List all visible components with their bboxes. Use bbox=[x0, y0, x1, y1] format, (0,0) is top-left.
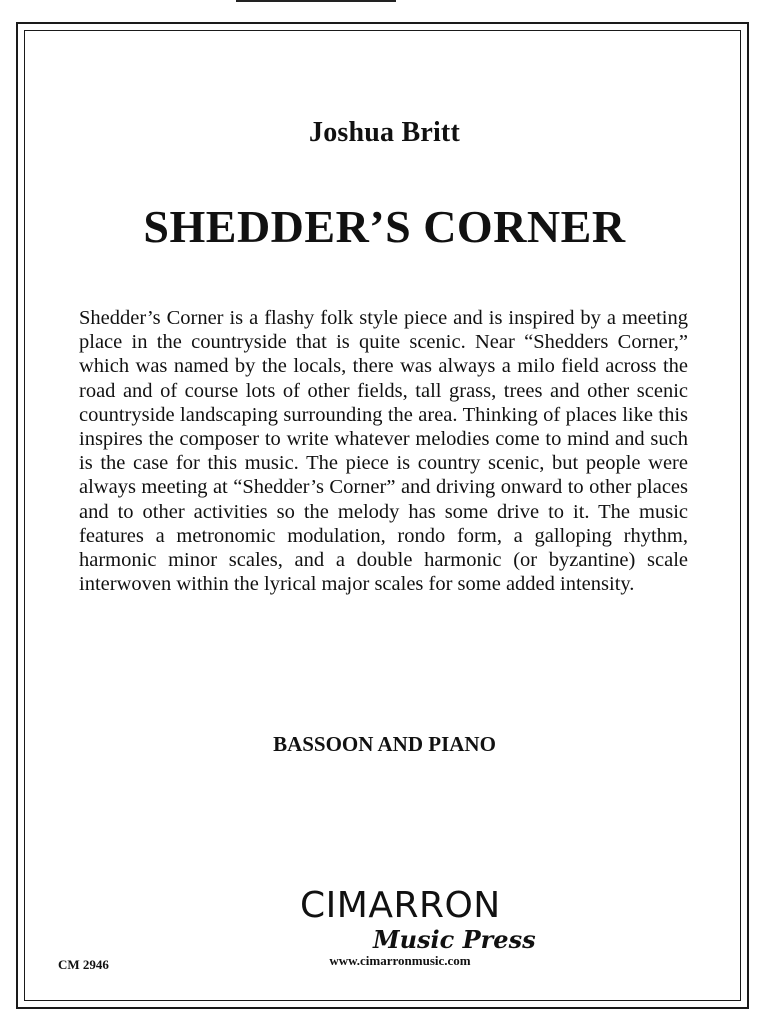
catalog-number: CM 2946 bbox=[58, 957, 109, 972]
top-edge-line bbox=[236, 0, 396, 2]
publisher-logo-name: CIMARRON bbox=[300, 885, 501, 926]
program-notes: Shedder’s Corner is a flashy folk style piece and is inspired by a meeting place in the countryside that is quite scenic. Near “Shedders Corner,” which was named by the locals, there was always a milo field across the road and of course lots of other fields, tall grass, trees and other scenic countryside landscaping surrounding the area. Thinking of places like this inspires the composer to write whatever melodies come to mind and such is the case for this music. The piece is country scenic, but people were always meeting at “Shedder’s Corner” and driving onward to other places and to other activities so the melody has some drive to it. The music features a metronomic modulation, rondo form, a galloping rhythm, harmonic minor scales, and a double harmonic (or byzantine) scale interwoven within the lyrical major scales for some added intensity. bbox=[79, 307, 688, 596]
composer-name: Joshua Britt bbox=[309, 117, 460, 148]
publisher-website: www.cimarronmusic.com bbox=[329, 953, 471, 968]
instrumentation-label: BASSOON AND PIANO bbox=[273, 732, 496, 756]
piece-title: SHEDDER’S CORNER bbox=[143, 201, 626, 252]
publisher-logo-script: Music Press bbox=[373, 925, 536, 954]
